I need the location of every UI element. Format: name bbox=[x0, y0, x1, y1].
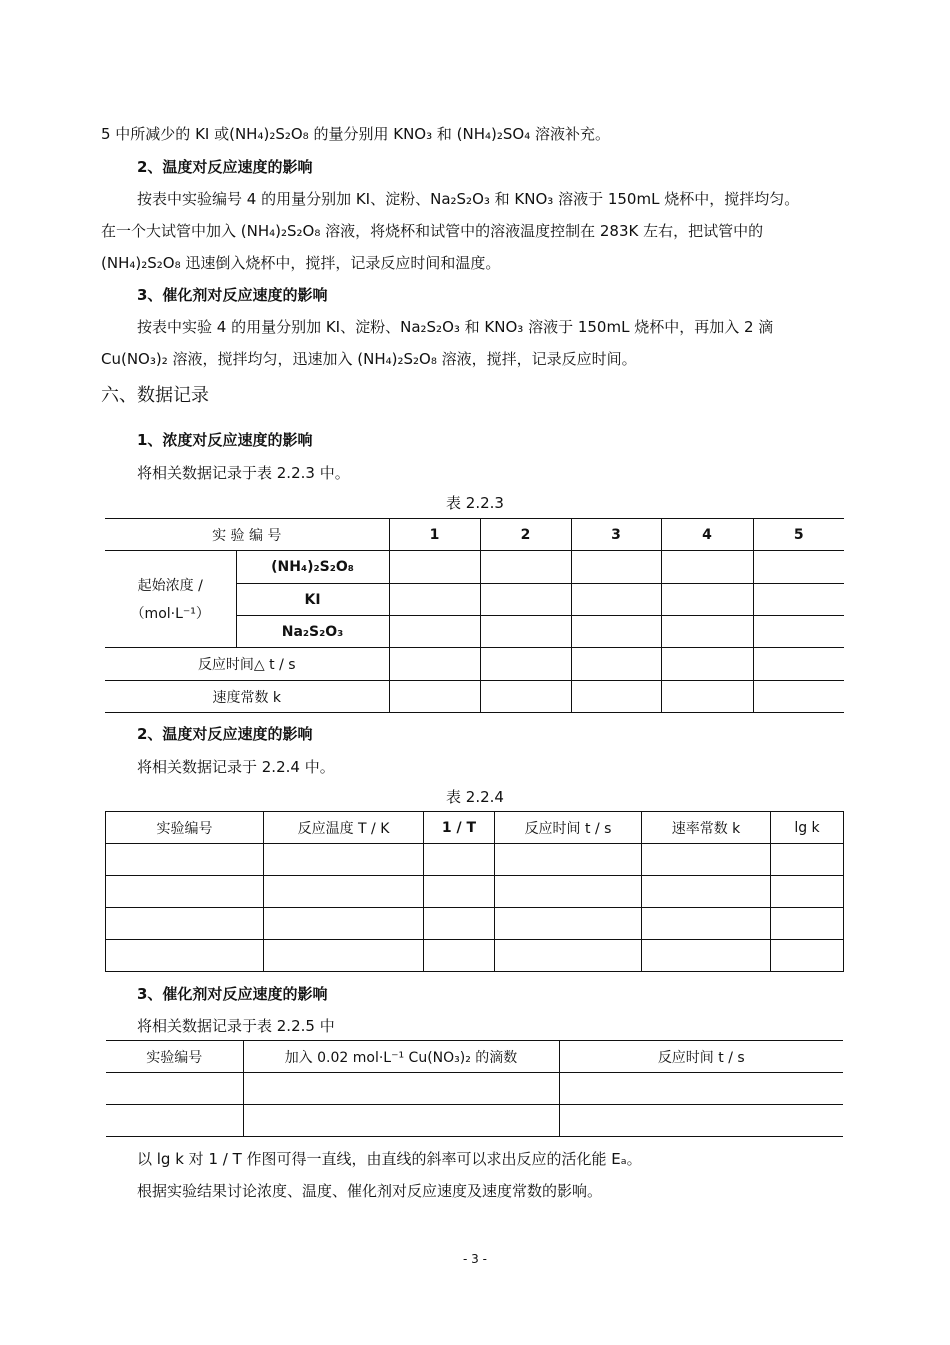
table-cell bbox=[389, 616, 480, 648]
table2-header-temperature: 反应温度 T / K bbox=[264, 812, 424, 844]
paragraph-line-3: 按表中实验编号 4 的用量分别加 KI、淀粉、Na₂S₂O₃ 和 KNO₃ 溶液于 150mL 烧杯中，搅拌均匀。 bbox=[137, 190, 800, 208]
table-cell bbox=[571, 648, 661, 681]
table2-header-time: 反应时间 t / s bbox=[495, 812, 642, 844]
table2-note: 将相关数据记录于 2.2.4 中。 bbox=[137, 758, 335, 776]
table-cell bbox=[661, 551, 753, 584]
table-cell bbox=[106, 1073, 243, 1105]
table-cell bbox=[424, 908, 495, 940]
table-cell bbox=[559, 1073, 843, 1105]
table-cell bbox=[571, 584, 661, 616]
table-cell bbox=[661, 584, 753, 616]
table-cell bbox=[424, 844, 495, 876]
table-cell bbox=[389, 648, 480, 681]
table1-col-5: 5 bbox=[753, 519, 844, 551]
subheading-catalyst: 3、催化剂对反应速度的影响 bbox=[137, 985, 328, 1003]
table-cell bbox=[106, 940, 264, 972]
paragraph-line-4: 在一个大试管中加入 (NH₄)₂S₂O₈ 溶液，将烧杯和试管中的溶液温度控制在 283K 左右，把试管中的 bbox=[101, 222, 764, 240]
table-cell bbox=[559, 1105, 843, 1137]
table-cell bbox=[106, 908, 264, 940]
table-cell bbox=[424, 940, 495, 972]
table-cell bbox=[571, 551, 661, 584]
table-cell bbox=[642, 908, 771, 940]
table-cell bbox=[106, 1105, 243, 1137]
table-cell bbox=[642, 940, 771, 972]
table-cell bbox=[243, 1073, 559, 1105]
table-cell bbox=[264, 908, 424, 940]
table-cell bbox=[480, 681, 571, 713]
table-2-2-5 bbox=[106, 1040, 843, 1137]
paragraph-line-1: 5 中所减少的 KI 或(NH₄)₂S₂O₈ 的量分别用 KNO₃ 和 (NH₄)₂SO₄ 溶液补充。 bbox=[101, 125, 610, 143]
table-cell bbox=[264, 940, 424, 972]
table-cell bbox=[571, 616, 661, 648]
table-cell bbox=[771, 940, 844, 972]
table-cell bbox=[243, 1105, 559, 1137]
table-cell bbox=[480, 616, 571, 648]
table1-col-3: 3 bbox=[571, 519, 661, 551]
table-cell bbox=[771, 908, 844, 940]
section-title: 六、数据记录 bbox=[101, 385, 209, 406]
table-cell bbox=[753, 681, 844, 713]
table-cell bbox=[495, 876, 642, 908]
table1-caption: 表 2.2.3 bbox=[446, 494, 504, 512]
table-cell bbox=[753, 616, 844, 648]
table2-caption: 表 2.2.4 bbox=[446, 788, 504, 806]
table-cell bbox=[264, 844, 424, 876]
table-cell bbox=[495, 940, 642, 972]
table-cell bbox=[106, 844, 264, 876]
paragraph-line-8: Cu(NO₃)₂ 溶液，搅拌均匀，迅速加入 (NH₄)₂S₂O₈ 溶液，搅拌，记录反应时间。 bbox=[101, 350, 637, 368]
table-row bbox=[106, 1105, 843, 1137]
conc-label: 起始浓度 / bbox=[137, 578, 203, 594]
table-cell bbox=[495, 908, 642, 940]
table-cell bbox=[480, 584, 571, 616]
table-cell bbox=[753, 648, 844, 681]
table3-header-drops: 加入 0.02 mol·L⁻¹ Cu(NO₃)₂ 的滴数 bbox=[243, 1041, 559, 1073]
page-number: - 3 - bbox=[463, 1252, 487, 1266]
subheading-concentration: 1、浓度对反应速度的影响 bbox=[137, 431, 313, 449]
row-reaction-time: 反应时间△ t / s bbox=[105, 648, 389, 681]
table-cell bbox=[389, 584, 480, 616]
table3-header-time: 反应时间 t / s bbox=[559, 1041, 843, 1073]
table-row bbox=[106, 844, 844, 876]
table-cell bbox=[389, 681, 480, 713]
table-cell bbox=[661, 681, 753, 713]
table-cell bbox=[495, 844, 642, 876]
table-cell bbox=[571, 681, 661, 713]
table-row bbox=[106, 940, 844, 972]
subheading-catalyst-effect: 3、催化剂对反应速度的影响 bbox=[137, 286, 328, 304]
table-row bbox=[106, 1073, 843, 1105]
table1-col-2: 2 bbox=[480, 519, 571, 551]
table-cell bbox=[661, 616, 753, 648]
table-cell bbox=[661, 648, 753, 681]
conc-unit: （mol·L⁻¹） bbox=[130, 606, 210, 622]
table1-concentration-label bbox=[105, 551, 236, 648]
table-cell bbox=[424, 876, 495, 908]
row-rate-constant: 速度常数 k bbox=[105, 681, 389, 713]
table2-header-id: 实验编号 bbox=[106, 812, 264, 844]
table-cell bbox=[264, 876, 424, 908]
species-ki: KI bbox=[236, 584, 389, 616]
table1-col-4: 4 bbox=[661, 519, 753, 551]
closing-line-1: 以 lg k 对 1 / T 作图可得一直线，由直线的斜率可以求出反应的活化能 Eₐ。 bbox=[137, 1150, 642, 1168]
table2-header-rate-constant: 速率常数 k bbox=[642, 812, 771, 844]
table-cell bbox=[753, 551, 844, 584]
table-2-2-4 bbox=[105, 811, 844, 972]
table2-header-lgk: lg k bbox=[771, 812, 844, 844]
table2-header-inverse-t: 1 / T bbox=[424, 812, 495, 844]
table-cell bbox=[771, 844, 844, 876]
table1-note: 将相关数据记录于表 2.2.3 中。 bbox=[137, 464, 350, 482]
table1-col-1: 1 bbox=[389, 519, 480, 551]
paragraph-line-5: (NH₄)₂S₂O₈ 迅速倒入烧杯中，搅拌，记录反应时间和温度。 bbox=[101, 254, 501, 272]
species-thiosulfate: Na₂S₂O₃ bbox=[236, 616, 389, 648]
table-cell bbox=[480, 551, 571, 584]
table-row bbox=[106, 876, 844, 908]
table-cell bbox=[480, 648, 571, 681]
table-cell bbox=[642, 844, 771, 876]
table3-note: 将相关数据记录于表 2.2.5 中 bbox=[137, 1017, 335, 1035]
species-persulfate: (NH₄)₂S₂O₈ bbox=[236, 551, 389, 584]
table1-header-label: 实 验 编 号 bbox=[105, 519, 389, 551]
table-cell bbox=[771, 876, 844, 908]
table-cell bbox=[106, 876, 264, 908]
table-row bbox=[106, 908, 844, 940]
table-cell bbox=[753, 584, 844, 616]
paragraph-line-7: 按表中实验 4 的用量分别加 KI、淀粉、Na₂S₂O₃ 和 KNO₃ 溶液于 150mL 烧杯中，再加入 2 滴 bbox=[137, 318, 774, 336]
table-cell bbox=[389, 551, 480, 584]
table3-header-id: 实验编号 bbox=[106, 1041, 243, 1073]
table-2-2-3 bbox=[105, 518, 844, 713]
subheading-temperature: 2、温度对反应速度的影响 bbox=[137, 725, 313, 743]
subheading-temperature-effect: 2、温度对反应速度的影响 bbox=[137, 158, 313, 176]
table-cell bbox=[642, 876, 771, 908]
closing-line-2: 根据实验结果讨论浓度、温度、催化剂对反应速度及速度常数的影响。 bbox=[137, 1182, 603, 1200]
